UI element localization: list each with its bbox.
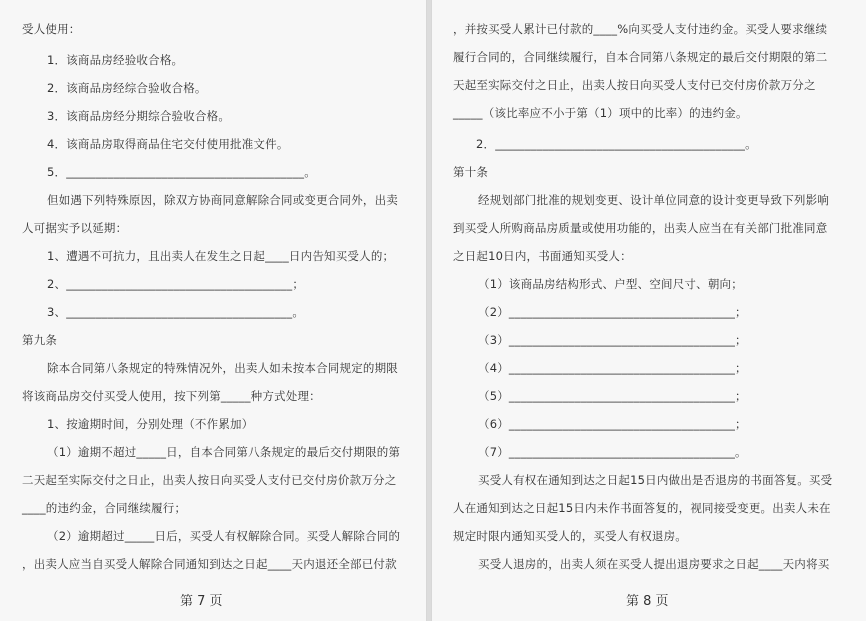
- text-line: 除本合同第八条规定的特殊情况外，出卖人如未按本合同规定的期限: [47, 361, 398, 375]
- text-line: 买受人退房的，出卖人须在买受人提出退房要求之日起____天内将买: [478, 557, 830, 571]
- text-line: 买受人有权在通知到达之日起15日内做出是否退房的书面答复。买受: [478, 473, 833, 487]
- text-line: 将该商品房交付买受人使用，按下列第_____种方式处理：: [22, 389, 321, 403]
- text-line: （7）______________________________________。: [478, 445, 747, 459]
- text-line: 天起至实际交付之日止，出卖人按日向买受人支付已交付房价款万分之: [453, 78, 816, 92]
- text-line: 人在通知到达之日起15日内未作书面答复的，视同接受变更。出卖人未在: [453, 501, 831, 515]
- text-line: （6）______________________________________；: [478, 417, 747, 431]
- text-line: 1、遭遇不可抗力，且出卖人在发生之日起____日内告知买受人的；: [47, 249, 395, 263]
- document-page-8: [431, 0, 866, 621]
- text-line: 2．该商品房经综合验收合格。: [47, 81, 207, 95]
- article-heading: 第十条: [453, 165, 489, 179]
- text-line: 3、______________________________________。: [47, 305, 305, 319]
- text-line: 但如遇下列特殊原因，除双方协商同意解除合同或变更合同外，出卖: [47, 193, 398, 207]
- text-line: 1、按逾期时间，分别处理（不作累加）: [47, 417, 254, 431]
- text-line: （5）______________________________________；: [478, 389, 747, 403]
- text-line: 经规划部门批准的规划变更、设计单位同意的设计变更导致下列影响: [478, 193, 829, 207]
- text-line: 到买受人所购商品房质量或使用功能的，出卖人应当在有关部门批准同意: [453, 221, 828, 235]
- document-page-7: [0, 0, 427, 621]
- text-line: （2）逾期超过_____日后，买受人有权解除合同。买受人解除合同的: [47, 529, 401, 543]
- page-number: 第 8 页: [626, 594, 669, 609]
- text-line: （4）______________________________________；: [478, 361, 747, 375]
- text-line: 二天起至实际交付之日止，出卖人按日向买受人支付已交付房价款万分之: [22, 473, 397, 487]
- text-line: ，出卖人应当自买受人解除合同通知到达之日起____天内退还全部已付款: [22, 557, 397, 571]
- article-heading: 第九条: [22, 333, 58, 347]
- text-line: 人可据实予以延期：: [22, 221, 128, 235]
- text-line: （3）______________________________________；: [478, 333, 747, 347]
- text-line: 5．________________________________________。: [47, 165, 316, 179]
- text-line: 2、______________________________________；: [47, 277, 305, 291]
- text-line: 2．__________________________________________。: [476, 137, 757, 151]
- text-line: 4．该商品房取得商品住宅交付使用批准文件。: [47, 137, 289, 151]
- text-line: ，并按买受人累计已付款的____%向买受人支付违约金。买受人要求继续: [453, 22, 828, 36]
- text-line: 受人使用：: [22, 22, 81, 36]
- text-line: 履行合同的，合同继续履行，自本合同第八条规定的最后交付期限的第二: [453, 50, 828, 64]
- text-line: 之日起10日内，书面通知买受人：: [453, 249, 632, 263]
- page-number: 第 7 页: [180, 594, 223, 609]
- text-line: 规定时限内通知买受人的，买受人有权退房。: [453, 529, 687, 543]
- text-line: （1）该商品房结构形式、户型、空间尺寸、朝向；: [478, 277, 743, 291]
- text-line: （2）______________________________________；: [478, 305, 747, 319]
- text-line: （1）逾期不超过_____日，自本合同第八条规定的最后交付期限的第: [47, 445, 401, 459]
- text-line: 3．该商品房经分期综合验收合格。: [47, 109, 231, 123]
- text-line: ____的违约金，合同继续履行；: [22, 501, 187, 515]
- text-line: 1．该商品房经验收合格。: [47, 53, 184, 67]
- text-line: _____（该比率应不小于第（1）项中的比率）的违约金。: [453, 106, 748, 120]
